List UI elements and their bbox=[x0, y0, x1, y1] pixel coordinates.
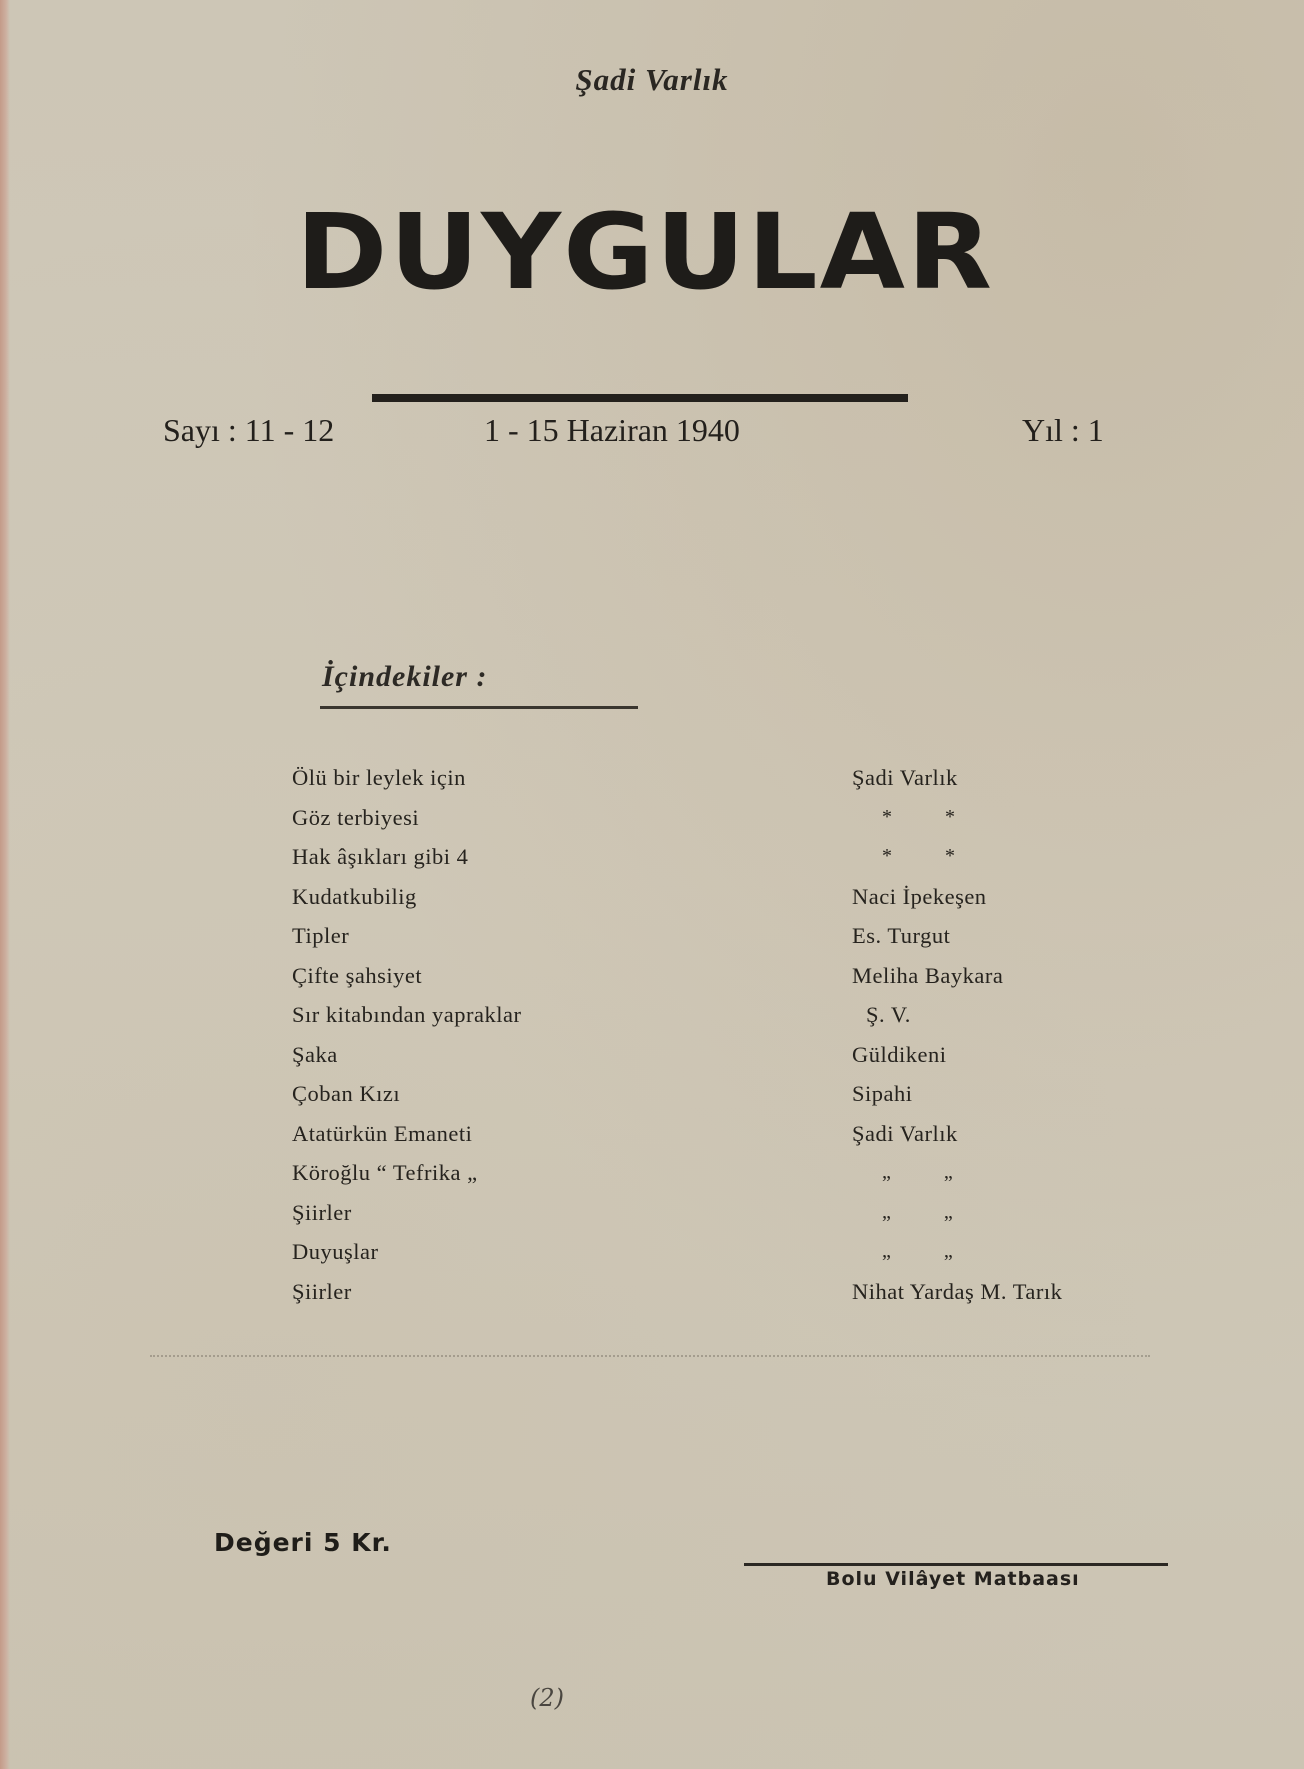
page-edge bbox=[0, 0, 10, 1769]
toc-entry-author: Ş. V. bbox=[866, 1002, 911, 1027]
toc-entry bbox=[292, 1074, 1142, 1114]
toc-entry-author: Meliha Baykara bbox=[852, 962, 1004, 988]
toc-entry bbox=[292, 877, 1142, 917]
toc-entry-title: Atatürkün Emaneti bbox=[292, 1120, 473, 1146]
toc-entry-author: „ „ bbox=[882, 1200, 977, 1223]
toc-entry-title: Şiirler bbox=[292, 1199, 352, 1225]
toc-entry-author: Sipahi bbox=[852, 1081, 913, 1106]
handwritten-page-note: (2) bbox=[530, 1684, 564, 1712]
toc-entry-author: Naci İpekeşen bbox=[852, 883, 987, 909]
toc-entry bbox=[292, 1193, 1142, 1233]
toc-entry-author: * * bbox=[882, 845, 979, 867]
masthead-rule bbox=[372, 394, 908, 402]
toc-entry-title: Duyuşlar bbox=[292, 1239, 379, 1264]
printer-rule bbox=[744, 1563, 1168, 1566]
toc-entry-author: Es. Turgut bbox=[852, 923, 951, 948]
table-of-contents bbox=[292, 758, 1142, 1311]
toc-entry-author: „ „ bbox=[882, 1161, 977, 1183]
issue-date: 1 - 15 Haziran 1940 bbox=[484, 412, 740, 448]
toc-entry bbox=[292, 1232, 1142, 1272]
header-author: Şadi Varlık bbox=[575, 62, 729, 97]
toc-entry bbox=[292, 1035, 1142, 1075]
toc-entry-title: Şiirler bbox=[292, 1278, 352, 1304]
toc-entry-title: Hak âşıkları gibi 4 bbox=[292, 844, 469, 869]
price-label: Değeri 5 Kr. bbox=[214, 1528, 392, 1557]
toc-heading: İçindekiler : bbox=[322, 660, 488, 693]
toc-entry-author: * * bbox=[882, 805, 979, 828]
toc-heading-underline bbox=[320, 706, 638, 709]
toc-entry bbox=[292, 916, 1142, 956]
toc-entry bbox=[292, 1153, 1142, 1193]
magazine-title: DUYGULAR bbox=[295, 191, 995, 313]
toc-entry-author: Şadi Varlık bbox=[852, 765, 958, 790]
toc-entry bbox=[292, 995, 1142, 1035]
printer-name: Bolu Vilâyet Matbaası bbox=[826, 1568, 1080, 1590]
toc-entry bbox=[292, 956, 1142, 996]
toc-entry bbox=[292, 1114, 1142, 1154]
toc-entry-title: Çifte şahsiyet bbox=[292, 962, 423, 988]
toc-entry-title: Köroğlu “ Tefrika „ bbox=[292, 1160, 478, 1185]
toc-entry-author: Şadi Varlık bbox=[852, 1120, 958, 1146]
toc-entry-author: Güldikeni bbox=[852, 1041, 947, 1067]
toc-entry-title: Tipler bbox=[292, 923, 350, 948]
toc-entry bbox=[292, 1272, 1142, 1312]
toc-entry bbox=[292, 798, 1142, 838]
faint-divider bbox=[150, 1355, 1150, 1357]
issue-number: Sayı : 11 - 12 bbox=[163, 412, 335, 448]
toc-entry-title: Sır kitabından yapraklar bbox=[292, 1002, 522, 1027]
toc-entry-title: Göz terbiyesi bbox=[292, 804, 420, 830]
toc-entry-author: „ „ bbox=[882, 1240, 977, 1262]
toc-entry-title: Ölü bir leylek için bbox=[292, 765, 466, 790]
toc-entry-title: Kudatkubilig bbox=[292, 883, 417, 909]
toc-entry-title: Çoban Kızı bbox=[292, 1081, 401, 1106]
toc-entry-title: Şaka bbox=[292, 1041, 338, 1067]
toc-entry-author: Nihat Yardaş M. Tarık bbox=[852, 1278, 1063, 1304]
toc-entry bbox=[292, 758, 1142, 798]
toc-entry bbox=[292, 837, 1142, 877]
issue-year: Yıl : 1 bbox=[1022, 412, 1104, 448]
